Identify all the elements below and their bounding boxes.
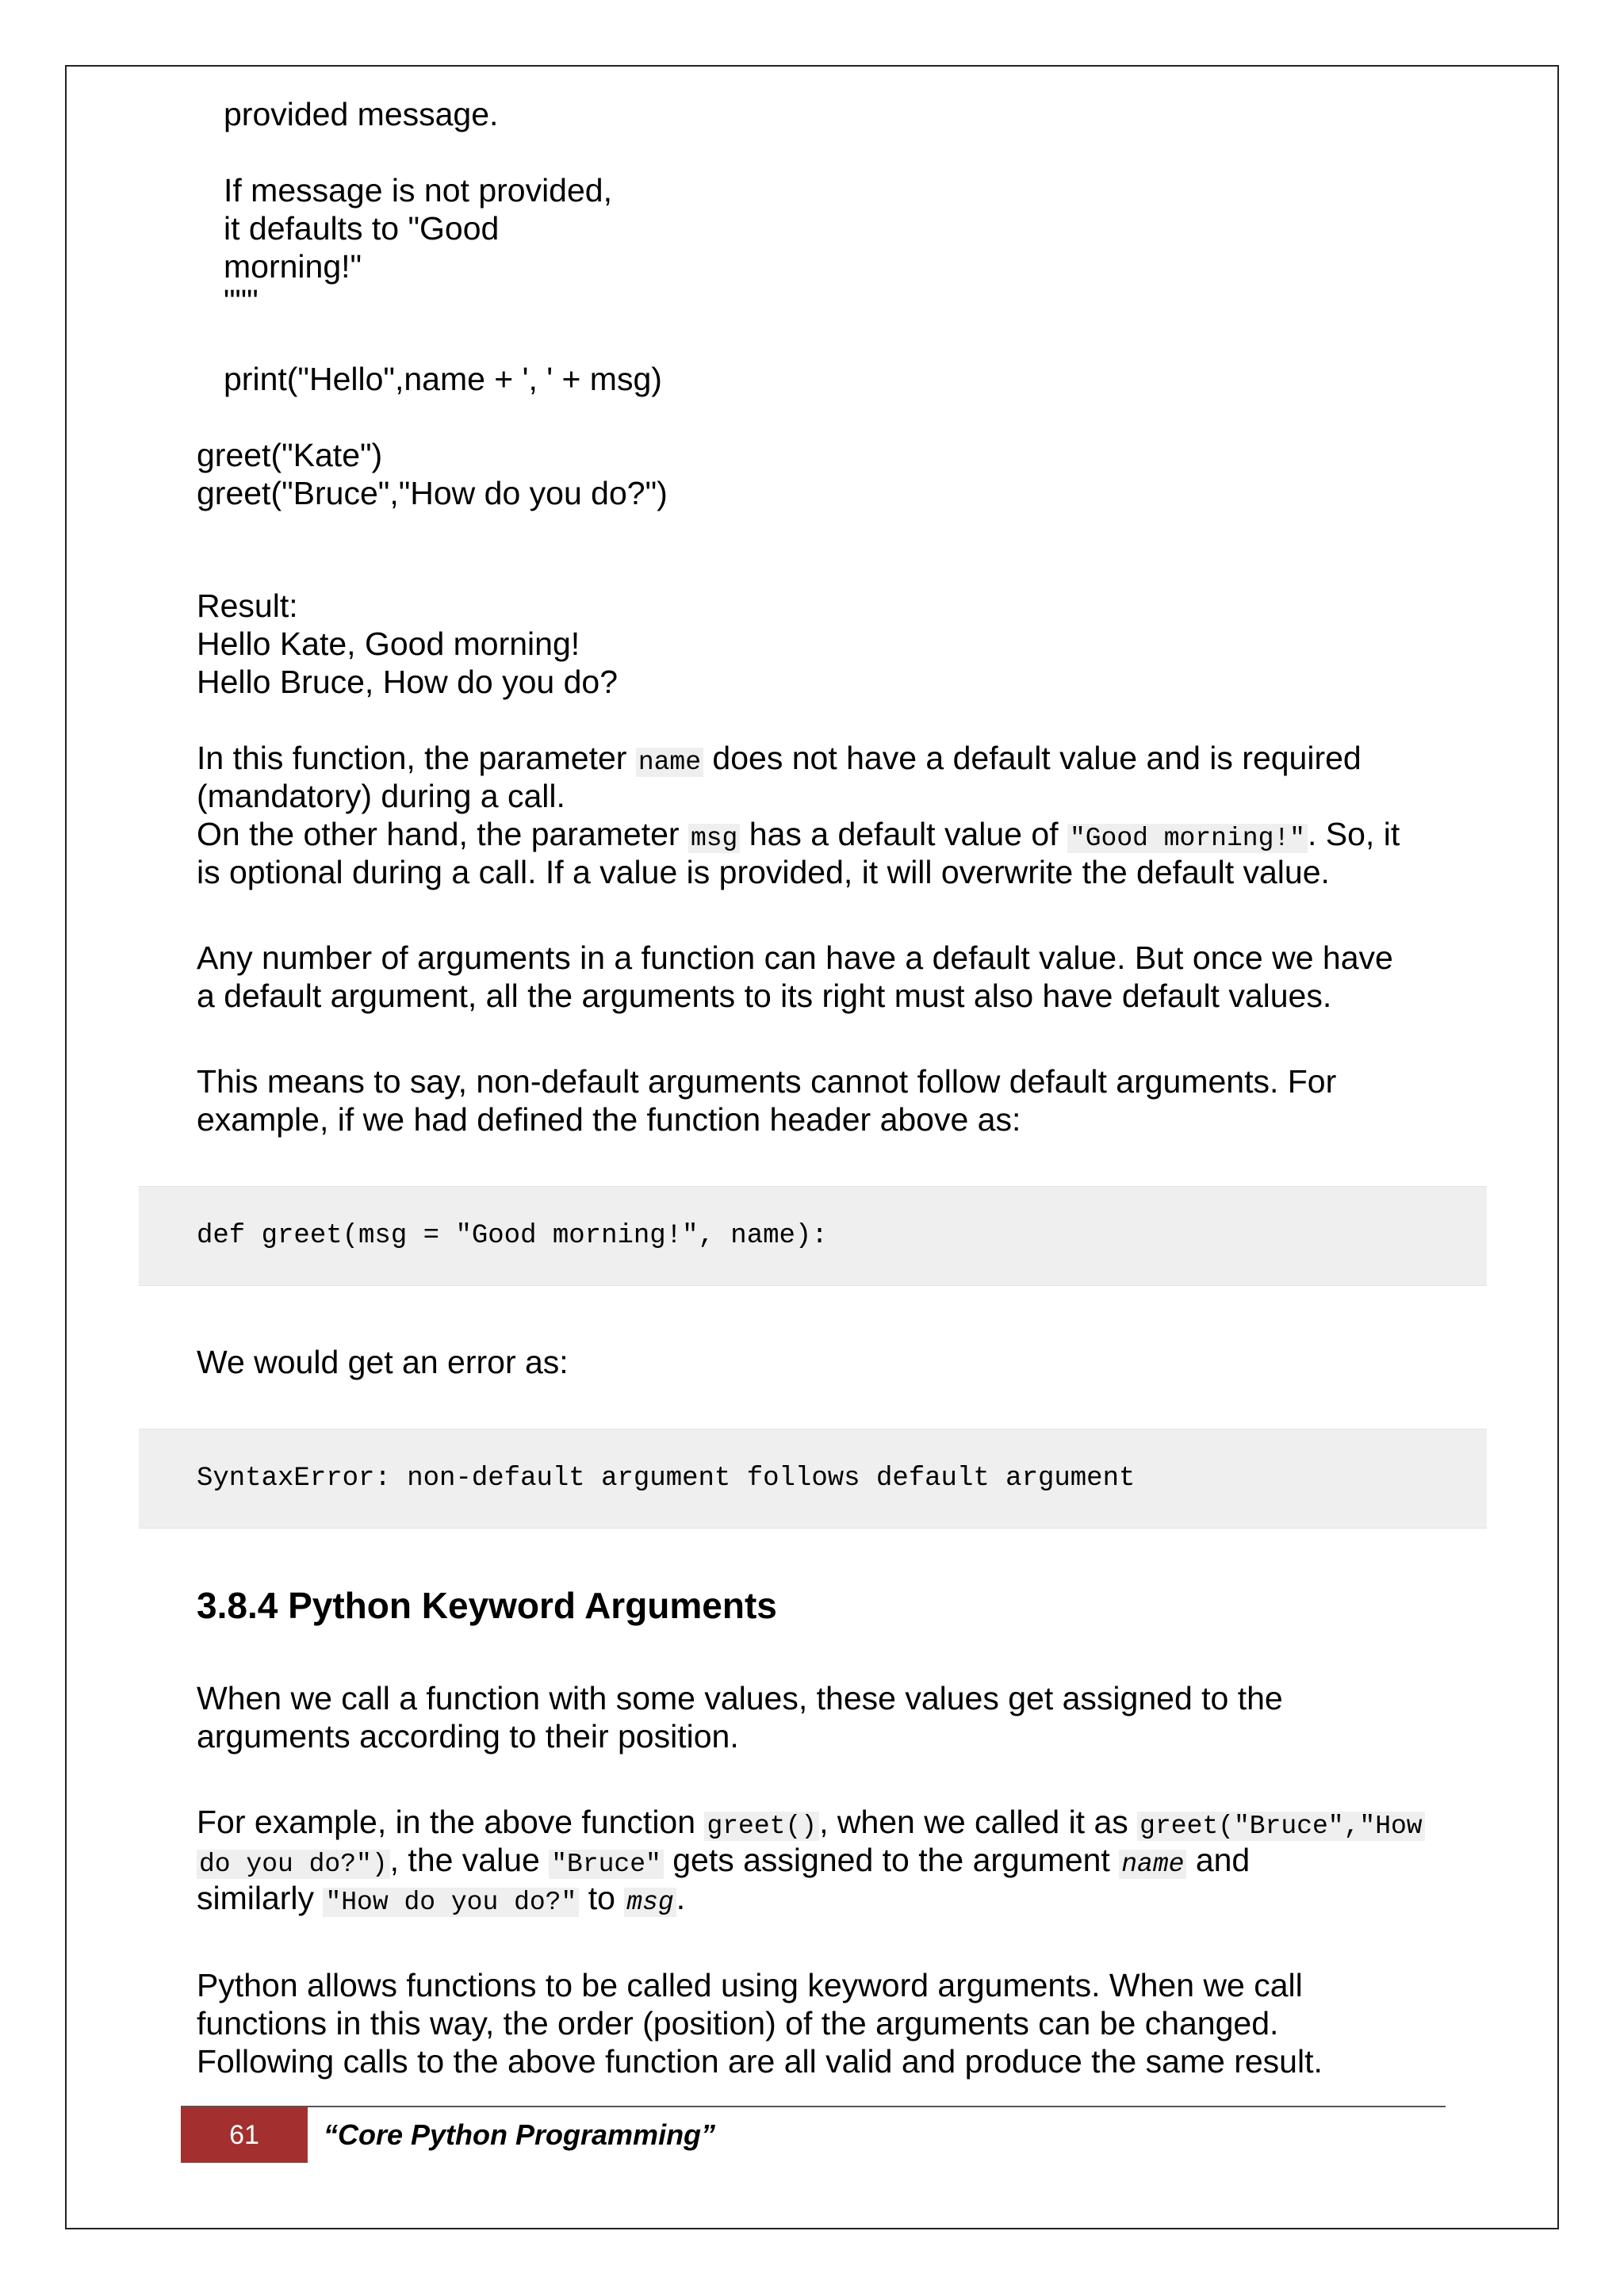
book-title: “Core Python Programming” xyxy=(324,2118,716,2151)
body-text: (mandatory) during a call. xyxy=(197,778,565,814)
body-text: functions in this way, the order (position) of the arguments can be changed. xyxy=(197,2005,1279,2042)
code-line: it defaults to "Good xyxy=(224,210,500,247)
body-text: a default argument, all the arguments to its right must also have default values. xyxy=(197,978,1332,1014)
inline-code: greet("Bruce","How xyxy=(1137,1812,1424,1841)
body-text: is optional during a call. If a value is provided, it will overwrite the default value. xyxy=(197,854,1330,890)
inline-code: msg xyxy=(688,824,740,853)
code-line: print("Hello",name + ', ' + msg) xyxy=(224,361,662,397)
code-line: morning!" xyxy=(224,248,362,285)
body-text: This means to say, non-default arguments cannot follow default arguments. For xyxy=(197,1063,1337,1100)
body-text: do you do?"), the value "Bruce" gets assigned to the argument name and xyxy=(197,1841,1250,1884)
body-text: For example, in the above function greet(), when we called it as greet("Bruce","How xyxy=(197,1803,1425,1846)
code-text: SyntaxError: non-default argument follows default argument xyxy=(197,1464,1136,1494)
code-block xyxy=(139,1186,1487,1286)
inline-code: msg xyxy=(624,1888,676,1917)
body-text: similarly "How do you do?" to msg. xyxy=(197,1880,686,1917)
inline-code: name xyxy=(1119,1850,1186,1879)
body-text: On the other hand, the parameter msg has a default value of "Good morning!". So, it xyxy=(197,816,1400,853)
code-text: def greet(msg = "Good morning!", name): xyxy=(197,1221,828,1251)
section-heading: 3.8.4 Python Keyword Arguments xyxy=(197,1585,777,1626)
inline-code: "How do you do?" xyxy=(323,1888,579,1917)
body-text: In this function, the parameter name does not have a default value and is required xyxy=(197,740,1362,777)
result-line: Hello Kate, Good morning! xyxy=(197,626,580,662)
page-number: 61 xyxy=(181,2107,308,2163)
code-line: If message is not provided, xyxy=(224,172,612,209)
code-line: greet("Kate") xyxy=(197,437,383,473)
inline-code: do you do?") xyxy=(197,1850,390,1879)
code-line: """ xyxy=(224,283,259,320)
result-line: Hello Bruce, How do you do? xyxy=(197,664,619,700)
body-text: Following calls to the above function are all valid and produce the same result. xyxy=(197,2043,1323,2080)
inline-code: name xyxy=(636,748,703,777)
result-label: Result: xyxy=(197,587,298,624)
code-block xyxy=(139,1429,1487,1529)
body-text: arguments according to their position. xyxy=(197,1718,739,1755)
body-text: Python allows functions to be called using keyword arguments. When we call xyxy=(197,1967,1303,2003)
inline-code: "Good morning!" xyxy=(1067,824,1308,853)
code-line: provided message. xyxy=(224,96,499,132)
code-line: greet("Bruce","How do you do?") xyxy=(197,475,668,511)
body-text: Any number of arguments in a function can have a default value. But once we have xyxy=(197,939,1393,976)
inline-code: greet() xyxy=(704,1812,819,1841)
inline-code: "Bruce" xyxy=(549,1850,664,1879)
body-text: When we call a function with some values, these values get assigned to the xyxy=(197,1680,1283,1716)
body-text: example, if we had defined the function header above as: xyxy=(197,1101,1021,1138)
body-text: We would get an error as: xyxy=(197,1344,569,1380)
